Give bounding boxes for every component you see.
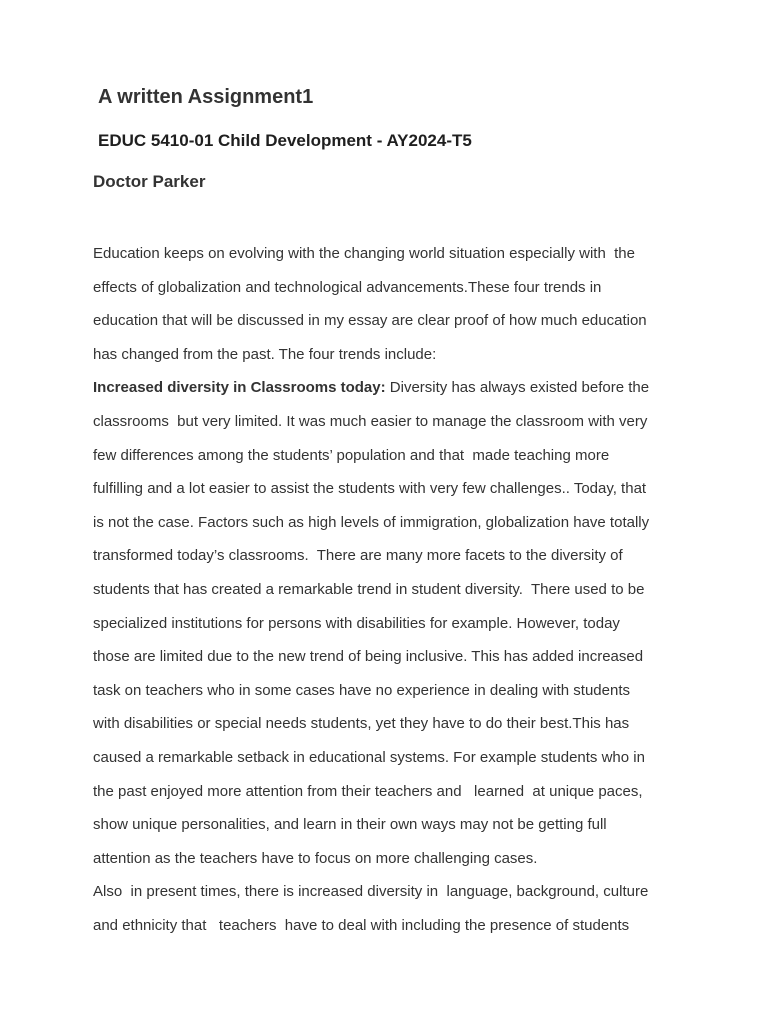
- essay-line-text: Also in present times, there is increased diversity in language, background, culture: [93, 883, 649, 901]
- essay-line-text: has changed from the past. The four trends include:: [93, 345, 437, 363]
- essay-line-text: attention as the teachers have to focus on more challenging cases.: [93, 849, 538, 867]
- essay-line: [93, 775, 768, 809]
- essay-line-text: those are limited due to the new trend of being inclusive. This has added increased: [93, 648, 644, 666]
- essay-line: [93, 539, 768, 573]
- document-title: A written Assignment1: [98, 86, 314, 108]
- essay-line-text: Education keeps on evolving with the changing world situation especially with the: [93, 245, 635, 262]
- essay-line: [93, 875, 768, 909]
- essay-line: [93, 573, 768, 607]
- essay-line-text: students that has created a remarkable trend in student diversity. There used to be: [93, 580, 645, 598]
- essay-line: [93, 338, 768, 372]
- essay-line-text: few differences among the students’ population and that made teaching more: [93, 446, 610, 464]
- essay-line: [93, 640, 768, 674]
- essay-line: [93, 741, 768, 775]
- essay-line: [93, 909, 768, 943]
- essay-line: [93, 707, 768, 741]
- essay-line-text: Diversity has always existed before the: [385, 379, 650, 397]
- essay-line: [93, 506, 768, 540]
- essay-line-text: with disabilities or special needs students, yet they have to do their best.This has: [93, 715, 630, 733]
- essay-line-text: effects of globalization and technological advancements.These four trends in: [93, 278, 602, 296]
- essay-line-text: task on teachers who in some cases have no experience in dealing with students: [93, 681, 630, 699]
- essay-line-text: is not the case. Factors such as high levels of immigration, globalization have totally: [93, 513, 650, 531]
- essay-line-text: and ethnicity that teachers have to deal with including the presence of students: [93, 916, 630, 934]
- essay-line: [93, 371, 768, 405]
- essay-line: [93, 405, 768, 439]
- essay-line: [93, 607, 768, 641]
- essay-line: [93, 271, 768, 305]
- essay-line: [93, 808, 768, 842]
- essay-line: [93, 439, 768, 473]
- essay-line: [93, 304, 768, 338]
- essay-line-text: specialized institutions for persons with disabilities for example. However, today: [93, 614, 620, 632]
- essay-line: [93, 237, 768, 271]
- essay-body: [93, 237, 768, 942]
- essay-line: [93, 472, 768, 506]
- essay-line: [93, 674, 768, 708]
- essay-line-text: classrooms but very limited. It was much easier to manage the classroom with very: [93, 412, 648, 430]
- essay-line-text: caused a remarkable setback in educational systems. For example students who in: [93, 748, 645, 766]
- essay-line: [93, 842, 768, 876]
- essay-line-text: transformed today’s classrooms. There are many more facets to the diversity of: [93, 547, 623, 565]
- essay-line-text: show unique personalities, and learn in their own ways may not be getting full: [93, 816, 607, 834]
- section-heading-inline: Increased diversity in Classrooms today:: [93, 379, 386, 397]
- essay-line-text: the past enjoyed more attention from their teachers and learned at unique paces,: [93, 782, 643, 800]
- course-heading: EDUC 5410-01 Child Development - AY2024-T5: [98, 131, 472, 150]
- instructor-name: Doctor Parker: [93, 172, 206, 191]
- essay-line-text: fulfilling and a lot easier to assist the students with very few challenges.. Today, that: [93, 480, 647, 498]
- essay-line-text: education that will be discussed in my essay are clear proof of how much education: [93, 312, 647, 330]
